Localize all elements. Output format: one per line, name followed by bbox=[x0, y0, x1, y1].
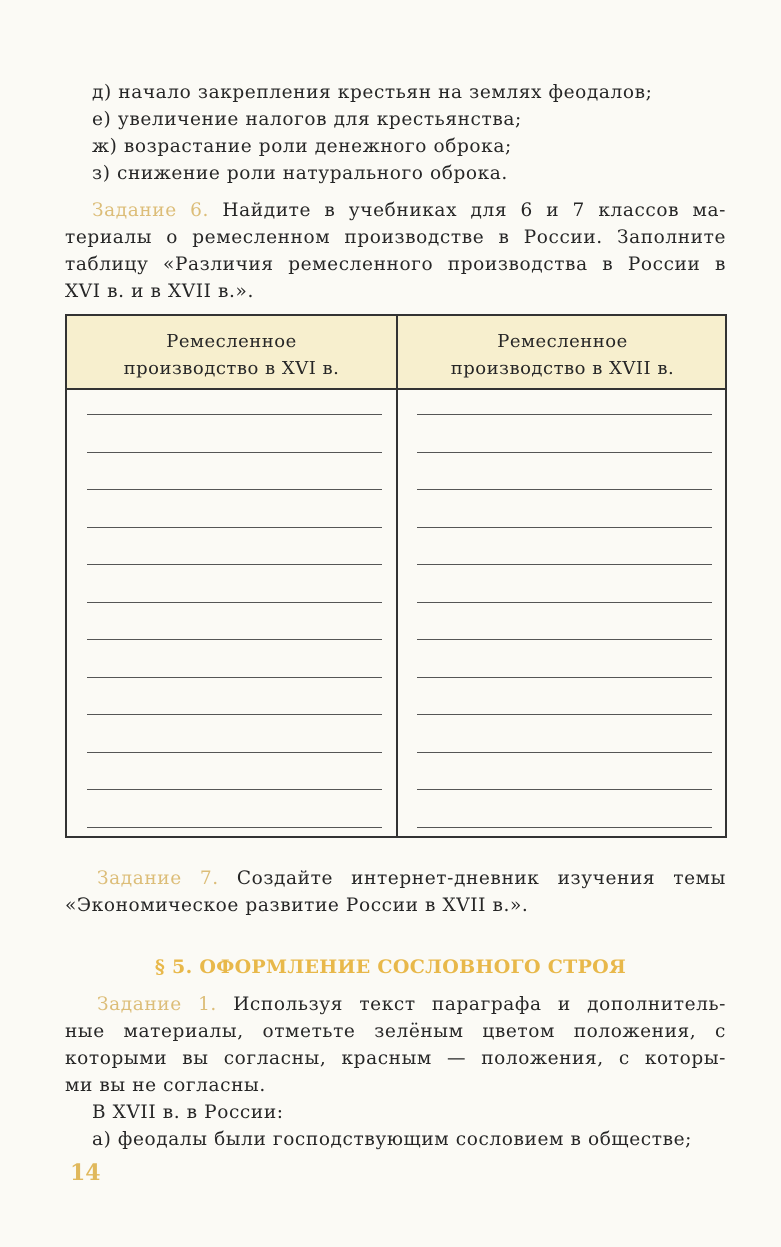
writing-line-xvii bbox=[417, 564, 712, 565]
task6-text1: Найдите в учебниках для 6 и 7 классов ма- bbox=[222, 200, 726, 221]
header-xvii-line1: Ремесленное bbox=[497, 331, 628, 352]
writing-line-xvii bbox=[417, 602, 712, 603]
task1-line6: а) феодалы были господствующим сословием в обществе; bbox=[92, 1129, 692, 1150]
writing-line-xvii bbox=[417, 639, 712, 640]
header-xvi-line2: производство в XVI в. bbox=[123, 358, 340, 379]
column-divider bbox=[396, 316, 398, 836]
task6-line1 bbox=[92, 200, 726, 221]
task6-label: Задание 6. bbox=[92, 200, 210, 221]
writing-line-xvi bbox=[87, 752, 382, 753]
task1-line2: ные материалы, отметьте зелёным цветом положения, с bbox=[65, 1021, 726, 1042]
task1-line1 bbox=[97, 994, 726, 1015]
table-header-xvi bbox=[67, 328, 396, 382]
writing-line-xvii bbox=[417, 789, 712, 790]
header-xvii-line2: производство в XVII в. bbox=[450, 358, 675, 379]
writing-line-xvi bbox=[87, 489, 382, 490]
section-heading: § 5. ОФОРМЛЕНИЕ СОСЛОВНОГО СТРОЯ bbox=[154, 956, 627, 978]
writing-line-xvi bbox=[87, 564, 382, 565]
writing-line-xvii bbox=[417, 414, 712, 415]
writing-line-xvii bbox=[417, 489, 712, 490]
writing-line-xvii bbox=[417, 714, 712, 715]
task1-line5: В XVII в. в России: bbox=[92, 1102, 284, 1123]
task7-line2: «Экономическое развитие России в XVII в.». bbox=[65, 895, 529, 916]
task1-text1: Используя текст параграфа и дополнитель- bbox=[233, 994, 726, 1015]
task6-line4: XVI в. и в XVII в.». bbox=[65, 281, 254, 302]
writing-line-xvii bbox=[417, 827, 712, 828]
list-item-e: е) увеличение налогов для крестьянства; bbox=[92, 109, 522, 130]
writing-line-xvii bbox=[417, 527, 712, 528]
task1-label: Задание 1. bbox=[97, 994, 217, 1015]
task1-line3: которыми вы согласны, красным — положения, с которы- bbox=[65, 1048, 726, 1069]
writing-line-xvi bbox=[87, 677, 382, 678]
task6-line3: таблицу «Различия ремесленного производства в России в bbox=[65, 254, 726, 275]
comparison-table bbox=[65, 314, 727, 838]
list-item-z: з) снижение роли натурального оброка. bbox=[92, 163, 508, 184]
writing-line-xvi bbox=[87, 452, 382, 453]
task7-text1: Создайте интернет-дневник изучения темы bbox=[236, 868, 726, 889]
list-item-d: д) начало закрепления крестьян на землях феодалов; bbox=[92, 82, 653, 103]
page-number: 14 bbox=[70, 1160, 101, 1186]
writing-line-xvi bbox=[87, 602, 382, 603]
writing-line-xvi bbox=[87, 527, 382, 528]
task6-line2: териалы о ремесленном производстве в России. Заполните bbox=[65, 227, 726, 248]
writing-line-xvi bbox=[87, 827, 382, 828]
task7-label: Задание 7. bbox=[97, 868, 219, 889]
writing-line-xvii bbox=[417, 452, 712, 453]
writing-line-xvi bbox=[87, 414, 382, 415]
writing-line-xvii bbox=[417, 752, 712, 753]
writing-line-xvi bbox=[87, 639, 382, 640]
writing-line-xvi bbox=[87, 714, 382, 715]
header-xvi-line1: Ремесленное bbox=[166, 331, 297, 352]
table-header-xvii bbox=[398, 328, 727, 382]
writing-line-xvii bbox=[417, 677, 712, 678]
writing-line-xvi bbox=[87, 789, 382, 790]
task7-line1 bbox=[97, 868, 726, 889]
list-item-zh: ж) возрастание роли денежного оброка; bbox=[92, 136, 512, 157]
task1-line4: ми вы не согласны. bbox=[65, 1075, 266, 1096]
